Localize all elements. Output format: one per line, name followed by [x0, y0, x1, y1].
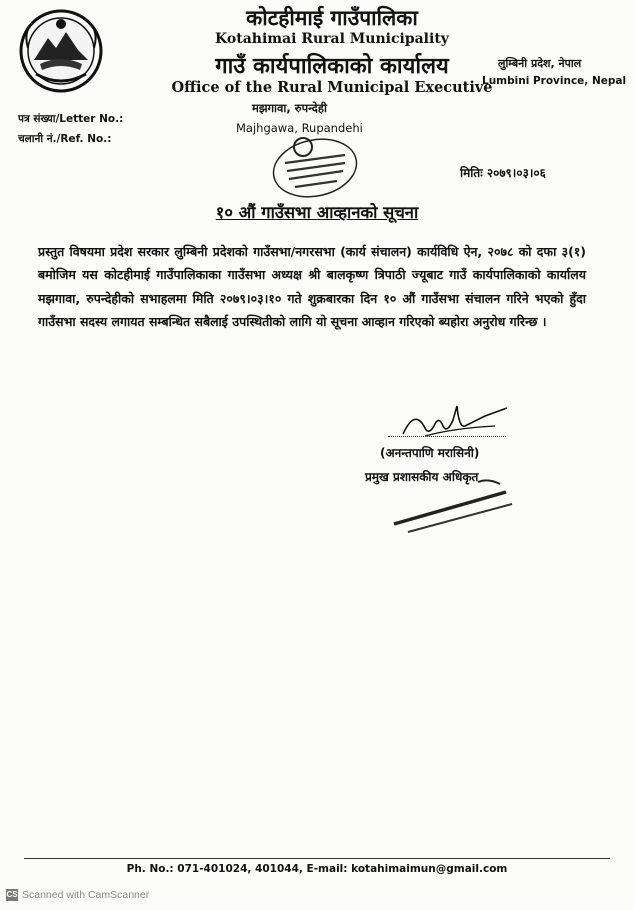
municipality-name-nepali: कोटहीमाई गाउँपालिका: [246, 6, 418, 30]
name-stamp-icon: [388, 474, 518, 534]
reference-number-label: चलानी नं./Ref. No.:: [18, 133, 112, 145]
camscanner-text: Scanned with CamScanner: [22, 889, 150, 901]
province-english: Lumbini Province, Nepal: [482, 75, 627, 87]
camscanner-watermark: [6, 889, 149, 901]
camscanner-logo-icon: CS: [6, 890, 18, 899]
municipality-name-english: Kotahimai Rural Municipality: [215, 31, 449, 47]
signatory-name: (अनन्तपाणि मरासिनी): [380, 446, 480, 460]
signatory-designation: प्रमुख प्रशासकीय अधिकृत: [365, 470, 479, 484]
province-nepali: लुम्बिनी प्रदेश, नेपाल: [498, 57, 582, 70]
office-name-nepali: गाउँ कार्यपालिकाको कार्यालय: [215, 54, 449, 79]
signature-line: [388, 436, 506, 437]
location-english: Majhgawa, Rupandehi: [236, 121, 363, 135]
letter-number-label: पत्र संख्या/Letter No.:: [18, 113, 124, 125]
signature-icon: [395, 398, 515, 444]
notice-body: प्रस्तुत विषयमा प्रदेश सरकार लुम्बिनी प्रदेशको गाउँसभा/नगरसभा (कार्य संचालन) कार्यविधि ऐन, २०७८ को दफा ३(१) बमोजिम यस कोटहीमाई गाउँपालिकाका गाउँसभा अध्यक्ष श्री बालकृष्ण त्रिपाठी ज्यूबाट गाउँ कार्यपालिकाको कार्यालय मझगावा, रुपन्देहीको सभाहलमा मिति २०७९।०३।१० गते शुक्रबारका दिन १० औं गाउँसभा संचालन गरिने भएको हुँदा गाउँसभा सदस्य लगायत सम्बन्धित सबैलाई उपस्थितीको लागि यो सूचना आव्हान गरिएको ब्यहोरा अनुरोध गरिन्छ ।: [38, 244, 586, 330]
letter-date: मितिः २०७९।०३।०६: [460, 166, 546, 180]
office-name-english: Office of the Rural Municipal Executive: [171, 79, 493, 96]
notice-title: १० औं गाउँसभा आव्हानको सूचना: [215, 203, 419, 222]
location-nepali: मझगावा, रुपन्देही: [252, 101, 327, 115]
footer-divider: [24, 858, 610, 859]
footer-contact: Ph. No.: 071-401024, 401044, E-mail: kotahimaimun@gmail.com: [126, 863, 508, 875]
office-stamp-icon: [265, 133, 365, 203]
